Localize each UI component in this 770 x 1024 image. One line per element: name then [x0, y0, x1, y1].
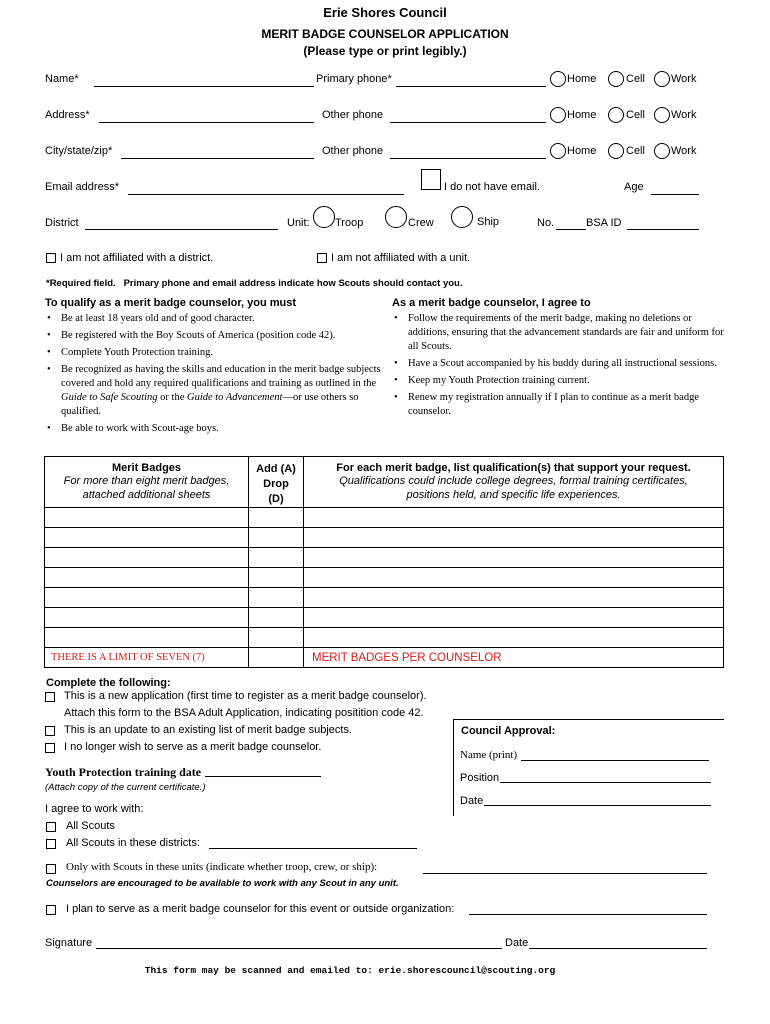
- agree-item: • Have a Scout accompanied by his buddy during all instructional sessions.: [392, 357, 727, 371]
- all-scouts-checkbox[interactable]: [46, 822, 56, 832]
- form-title: MERIT BADGE COUNSELOR APPLICATION: [261, 27, 509, 41]
- name-label: Name*: [45, 73, 79, 85]
- other2-cell-radio[interactable]: [608, 143, 624, 159]
- qualify-item: • Complete Youth Protection training.: [45, 346, 385, 360]
- name-field[interactable]: [94, 86, 314, 87]
- agree-heading: As a merit badge counselor, I agree to: [392, 297, 591, 309]
- districts-checkbox[interactable]: [46, 839, 56, 849]
- agree-list: [392, 312, 727, 422]
- crew-radio[interactable]: [385, 206, 407, 228]
- all-scouts-label: All Scouts: [66, 820, 115, 832]
- age-label: Age: [624, 181, 644, 193]
- qualify-item: • Be registered with the Boy Scouts of America (position code 42).: [45, 329, 385, 343]
- bsa-id-field[interactable]: [627, 229, 699, 230]
- form-subtitle: (Please type or print legibly.): [303, 44, 467, 58]
- units-label: Only with Scouts in these units (indicate whether troop, crew, or ship):: [66, 861, 378, 873]
- table-row: [45, 628, 724, 648]
- signature-label: Signature: [45, 937, 93, 949]
- col2-title: Add (A) Drop (D): [256, 463, 296, 505]
- agree-item: • Follow the requirements of the merit badge, making no deletions or additions, ensuring that the advancement standards are fair and uniform for all Scouts.: [392, 312, 727, 354]
- primary-cell-label: Cell: [626, 73, 645, 85]
- table-row: [45, 588, 724, 608]
- qualify-item4-e: —or use others so qualified.: [61, 392, 359, 417]
- youth-protection-note: (Attach copy of the current certificate.): [45, 782, 206, 793]
- no-district-checkbox[interactable]: [46, 253, 56, 263]
- districts-field[interactable]: [209, 848, 417, 849]
- table-row: [45, 548, 724, 568]
- primary-cell-radio[interactable]: [608, 71, 624, 87]
- approval-name-field[interactable]: [521, 760, 709, 761]
- other2-work-label: Work: [671, 145, 697, 157]
- bsa-id-label: BSA ID: [586, 217, 622, 229]
- qualify-item: [45, 363, 385, 419]
- col1-title: Merit Badges: [111, 462, 182, 474]
- approval-name-label: Name (print): [460, 749, 518, 761]
- limit-row: [45, 648, 724, 668]
- update-checkbox[interactable]: [45, 726, 55, 736]
- qualify-list: [45, 312, 385, 439]
- age-field[interactable]: [651, 194, 699, 195]
- no-district-label: I am not affiliated with a district.: [60, 252, 214, 264]
- event-checkbox[interactable]: [46, 905, 56, 915]
- complete-heading: Complete the following:: [46, 677, 171, 689]
- agree-item: • Keep my Youth Protection training current.: [392, 374, 727, 388]
- required-note: *Required field. Primary phone and email address indicate how Scouts should contact you.: [46, 278, 463, 289]
- col3-title: For each merit badge, list qualification(s) that support your request.: [336, 462, 691, 474]
- table-row: [45, 568, 724, 588]
- signature-field[interactable]: [96, 948, 502, 949]
- qualify-item: • Be at least 18 years old and of good character.: [45, 312, 385, 326]
- table-row: [45, 608, 724, 628]
- qualify-item4-a: Be recognized as having the skills and education in the merit badge subjects covered and hold any required qualifications and training as outlined in the: [61, 364, 381, 389]
- district-field[interactable]: [85, 229, 278, 230]
- other-phone-2-label: Other phone: [322, 145, 384, 157]
- col1-note: For more than eight merit badges, attached additional sheets: [63, 475, 230, 501]
- other-home-label: Home: [567, 109, 597, 121]
- other2-home-radio[interactable]: [550, 143, 566, 159]
- no-unit-checkbox[interactable]: [317, 253, 327, 263]
- col3-note: Qualifications could include college degrees, formal training certificates, positions held, and specific life experiences.: [339, 475, 688, 501]
- table-row: [45, 508, 724, 528]
- email-label: Email address*: [45, 181, 119, 193]
- no-longer-label: I no longer wish to serve as a merit badge counselor.: [64, 741, 322, 753]
- approval-date-field[interactable]: [484, 805, 711, 806]
- col-qualifications-header: [304, 457, 724, 508]
- event-field[interactable]: [469, 914, 707, 915]
- other-phone-field[interactable]: [390, 122, 546, 123]
- approval-position-label: Position: [460, 772, 500, 784]
- primary-home-radio[interactable]: [550, 71, 566, 87]
- no-longer-checkbox[interactable]: [45, 743, 55, 753]
- districts-label: All Scouts in these districts:: [66, 837, 200, 849]
- primary-home-label: Home: [567, 73, 597, 85]
- new-application-label-2: Attach this form to the BSA Adult Application, indicating positition code 42.: [64, 707, 424, 719]
- approval-date-label: Date: [460, 795, 484, 807]
- no-email-checkbox[interactable]: [421, 169, 441, 190]
- other-cell-label: Cell: [626, 109, 645, 121]
- units-checkbox[interactable]: [46, 864, 56, 874]
- ship-label: Ship: [477, 216, 500, 228]
- guide-advancement: Guide to Advancement: [186, 392, 283, 403]
- encourage-note: Counselors are encouraged to be available to work with any Scout in any unit.: [46, 878, 399, 889]
- crew-label: Crew: [408, 217, 434, 229]
- units-field[interactable]: [423, 873, 707, 874]
- primary-phone-label: Primary phone*: [316, 73, 392, 85]
- other-cell-radio[interactable]: [608, 107, 624, 123]
- email-field[interactable]: [128, 194, 404, 195]
- work-with-label: I agree to work with:: [45, 803, 144, 815]
- address-label: Address*: [45, 109, 90, 121]
- new-application-label: This is a new application (first time to register as a merit badge counselor).: [64, 690, 427, 702]
- youth-protection-field[interactable]: [205, 776, 321, 777]
- agree-item: • Renew my registration annually if I plan to continue as a merit badge counselor.: [392, 391, 727, 419]
- limit-right: MERIT BADGES PER COUNSELOR: [304, 648, 724, 668]
- table-row: [45, 528, 724, 548]
- other-phone-label: Other phone: [322, 109, 384, 121]
- address-field[interactable]: [99, 122, 314, 123]
- merit-badge-table: [44, 456, 724, 668]
- qualify-item: • Be able to work with Scout-age boys.: [45, 422, 385, 436]
- ship-radio[interactable]: [451, 206, 473, 228]
- unit-no-field[interactable]: [556, 229, 586, 230]
- other-work-label: Work: [671, 109, 697, 121]
- troop-label: Troop: [335, 217, 364, 229]
- col-add-drop-header: [249, 457, 304, 508]
- update-label: This is an update to an existing list of merit badge subjects.: [64, 724, 352, 736]
- primary-work-label: Work: [671, 73, 697, 85]
- other2-home-label: Home: [567, 145, 597, 157]
- other2-cell-label: Cell: [626, 145, 645, 157]
- other-phone-2-field[interactable]: [390, 158, 546, 159]
- city-label: City/state/zip*: [45, 145, 113, 157]
- approval-position-field[interactable]: [500, 782, 711, 783]
- limit-left: THERE IS A LIMIT OF SEVEN (7): [45, 648, 249, 668]
- youth-protection-label: Youth Protection training date: [45, 765, 202, 779]
- council-name: Erie Shores Council: [323, 5, 447, 20]
- col-merit-badges-header: [45, 457, 249, 508]
- city-field[interactable]: [121, 158, 314, 159]
- new-application-checkbox[interactable]: [45, 692, 55, 702]
- unit-label: Unit:: [287, 217, 310, 229]
- footer-note: This form may be scanned and emailed to: erie.shorescouncil@scouting.org: [144, 965, 556, 976]
- qualify-heading: To qualify as a merit badge counselor, you must: [45, 297, 297, 309]
- primary-phone-field[interactable]: [396, 86, 546, 87]
- other-home-radio[interactable]: [550, 107, 566, 123]
- other-work-radio[interactable]: [654, 107, 670, 123]
- signature-date-field[interactable]: [529, 948, 707, 949]
- unit-no-label: No.: [537, 217, 555, 229]
- troop-radio[interactable]: [313, 206, 335, 228]
- primary-work-radio[interactable]: [654, 71, 670, 87]
- event-label: I plan to serve as a merit badge counselor for this event or outside organization:: [66, 903, 455, 915]
- signature-date-label: Date: [505, 937, 529, 949]
- qualify-item4-c: or the: [157, 392, 187, 403]
- council-approval-heading: Council Approval:: [461, 725, 556, 737]
- no-email-label: I do not have email.: [444, 181, 541, 193]
- district-label: District: [45, 217, 79, 229]
- other2-work-radio[interactable]: [654, 143, 670, 159]
- guide-safe-scouting: Guide to Safe Scouting: [61, 392, 158, 403]
- no-unit-label: I am not affiliated with a unit.: [331, 252, 471, 264]
